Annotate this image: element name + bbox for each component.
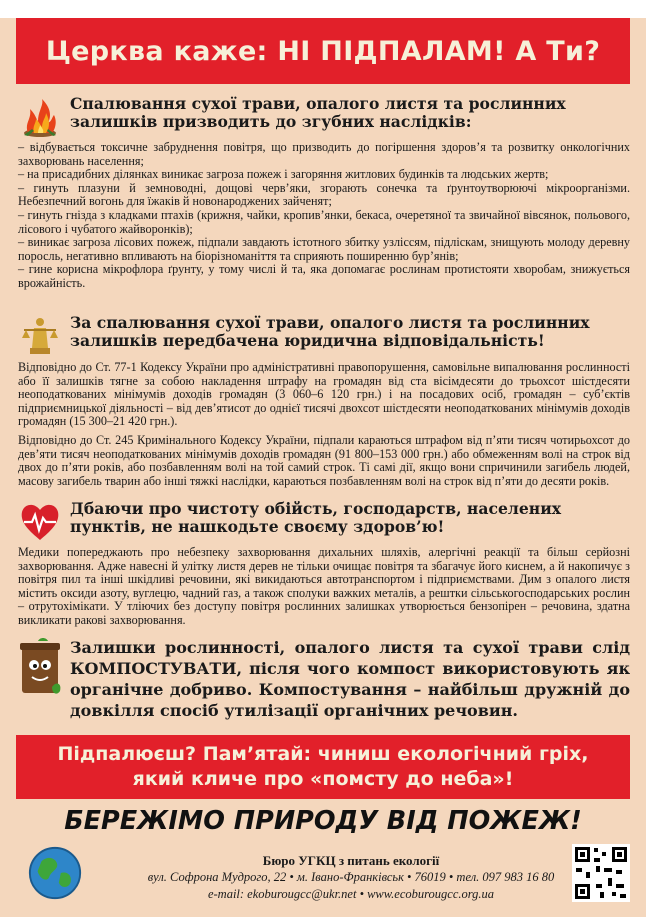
warning-line2: який кличе про «помсту до неба»! bbox=[132, 768, 514, 790]
heart-pulse-icon bbox=[18, 500, 62, 544]
legal-paragraph: Відповідно до Ст. 245 Кримінального Кодексу України, підпали караються штрафом від п’яти тисяч чотирьохсот до дев’яти тисяч неоподаткованих мінімумів доходів громадян (91 800–153 000 грн.) або обмеженням волі на строк від двох до п’яти років, або позбавленням волі на той самий строк. Ті самі дії, якщо вони спричинили загибель людей, масову загибель тварин або інші тяжкі наслідки, караються позбавленням волі на строк від п’яти до десяти років. bbox=[18, 432, 630, 488]
qr-code-icon bbox=[572, 844, 630, 902]
top-strip bbox=[0, 0, 646, 18]
fire-icon bbox=[18, 95, 62, 139]
justice-statue-icon bbox=[18, 314, 62, 358]
section3-title-line2: пунктів, не нашкодьте своєму здоров’ю! bbox=[70, 517, 445, 536]
section-composting bbox=[18, 637, 630, 721]
section3-body bbox=[18, 546, 630, 628]
list-item: – відбувається токсичне забруднення повітря, що призводить до погіршення здоров’я та розвитку онкологічних захворювань населення; bbox=[18, 140, 630, 168]
address: вул. Софрона Мудрого, 22 • м. Івано-Франківськ • 76019 • тел. 097 983 16 80 bbox=[147, 870, 555, 884]
section1-list bbox=[18, 141, 630, 291]
list-item: – гинуть гнізда з кладками птахів (крижня, чайки, кропив’янки, бекаса, очеретяної та звичайної вівсянок, польового, лісового і чубатого жайворонків); bbox=[18, 207, 630, 236]
page-title: Церква каже: НІ ПІДПАЛАМ! А Ти? bbox=[45, 35, 601, 67]
section-legal-liability bbox=[18, 314, 630, 488]
legal-paragraph: Відповідно до Ст. 77-1 Кодексу України про адміністративні правопорушення, самовільне випалювання рослинності або її залишків тягне за собою накладення штрафу на громадян від ста вісімдесяти до трьохсот шістдесяти неоподаткованих мінімумів доходів громадян (3 060–6 120 грн.) і на посадових осіб, громадян – суб’єктів підприємницької діяльності – від дев’ятисот до однієї тисячі двохсот шістдесяти неоподаткованих мінімумів доходів громадян (15 300–21 420 грн.). bbox=[18, 360, 630, 429]
section1-title-line1: Спалювання сухої трави, опалого листя та рослинних bbox=[70, 94, 566, 113]
section-burning-consequences bbox=[18, 95, 630, 291]
section-health bbox=[18, 500, 630, 628]
warning-line1: Підпалюєш? Пам’ятай: чиниш екологічний гріх, bbox=[57, 743, 589, 765]
list-item: – на присадибних ділянках виникає загроза пожеж і загоряння житлових будинків та людських жертв; bbox=[18, 167, 549, 182]
section2-body bbox=[18, 361, 630, 488]
compost-bin-icon bbox=[18, 637, 62, 697]
health-paragraph: Медики попереджають про небезпеку захворювання дихальних шляхів, алергічні реакції та більш серйозні захворювання. Адже навесні й улітку листя дерев не тільки очищає повітря та збагачує його киснем, а й накопичує з повітря пил та інші шкідливі речовини, які викидаються автотранспортом і підприємствами. Дим з опалого листя містить оксиди азоту, вуглецю, чадний газ, а також сполуки важких металів, а рештки сільськогосподарських рослин – отрутохімікати. У тліючих без доступу повітря рослинних залишках утворюється бензопірен – речовина, здатна викликати ракові захворювання. bbox=[18, 545, 630, 627]
list-item: – гине корисна мікрофлора ґрунту, у тому числі й та, яка допомагає рослинам протистояти хворобам, знижується врожайність. bbox=[18, 262, 630, 290]
globe-logo-icon bbox=[26, 844, 84, 902]
contacts: e-mail: ekoburougcc@ukr.net • www.ecoburougcc.org.ua bbox=[207, 887, 495, 901]
list-item: – гинуть плазуни й земноводні, дощові черв’яки, згорають сонечка та ґрунтоутворюючі мікроорганізми. Небезпечний вогонь для їжаків й новонароджених зайченят; bbox=[18, 180, 630, 209]
org-name: Бюро УГКЦ з питань екології bbox=[262, 853, 440, 868]
list-item: – виникає загроза лісових пожеж, підпали завдають істотного збитку узліссям, підліскам, знищують молоду деревну поросль, негативно впливають на біорізноманіття та сприяють поширенню бур’янів; bbox=[18, 235, 630, 263]
section3-title-line1: Дбаючи про чистоту обійсть, господарств, населених bbox=[70, 499, 562, 518]
section2-title-line1: За спалювання сухої трави, опалого листя та рослинних bbox=[70, 313, 590, 332]
header-banner bbox=[16, 18, 630, 84]
warning-banner bbox=[16, 735, 630, 799]
compost-text: Залишки рослинності, опалого листя та сухої трави слід КОМПОСТУВАТИ, після чого компост використовують як органічне добриво. Компостування – найбільш дружній до довкілля спосіб утилізації органічних речовин. bbox=[70, 638, 630, 720]
footer bbox=[16, 844, 630, 910]
section2-title-line2: залишків передбачена юридична відповідальність! bbox=[70, 331, 545, 350]
section1-title-line2: залишків призводить до згубних наслідків: bbox=[70, 112, 472, 131]
slogan: БЕРЕЖІМО ПРИРОДУ ВІД ПОЖЕЖ! bbox=[64, 806, 582, 836]
